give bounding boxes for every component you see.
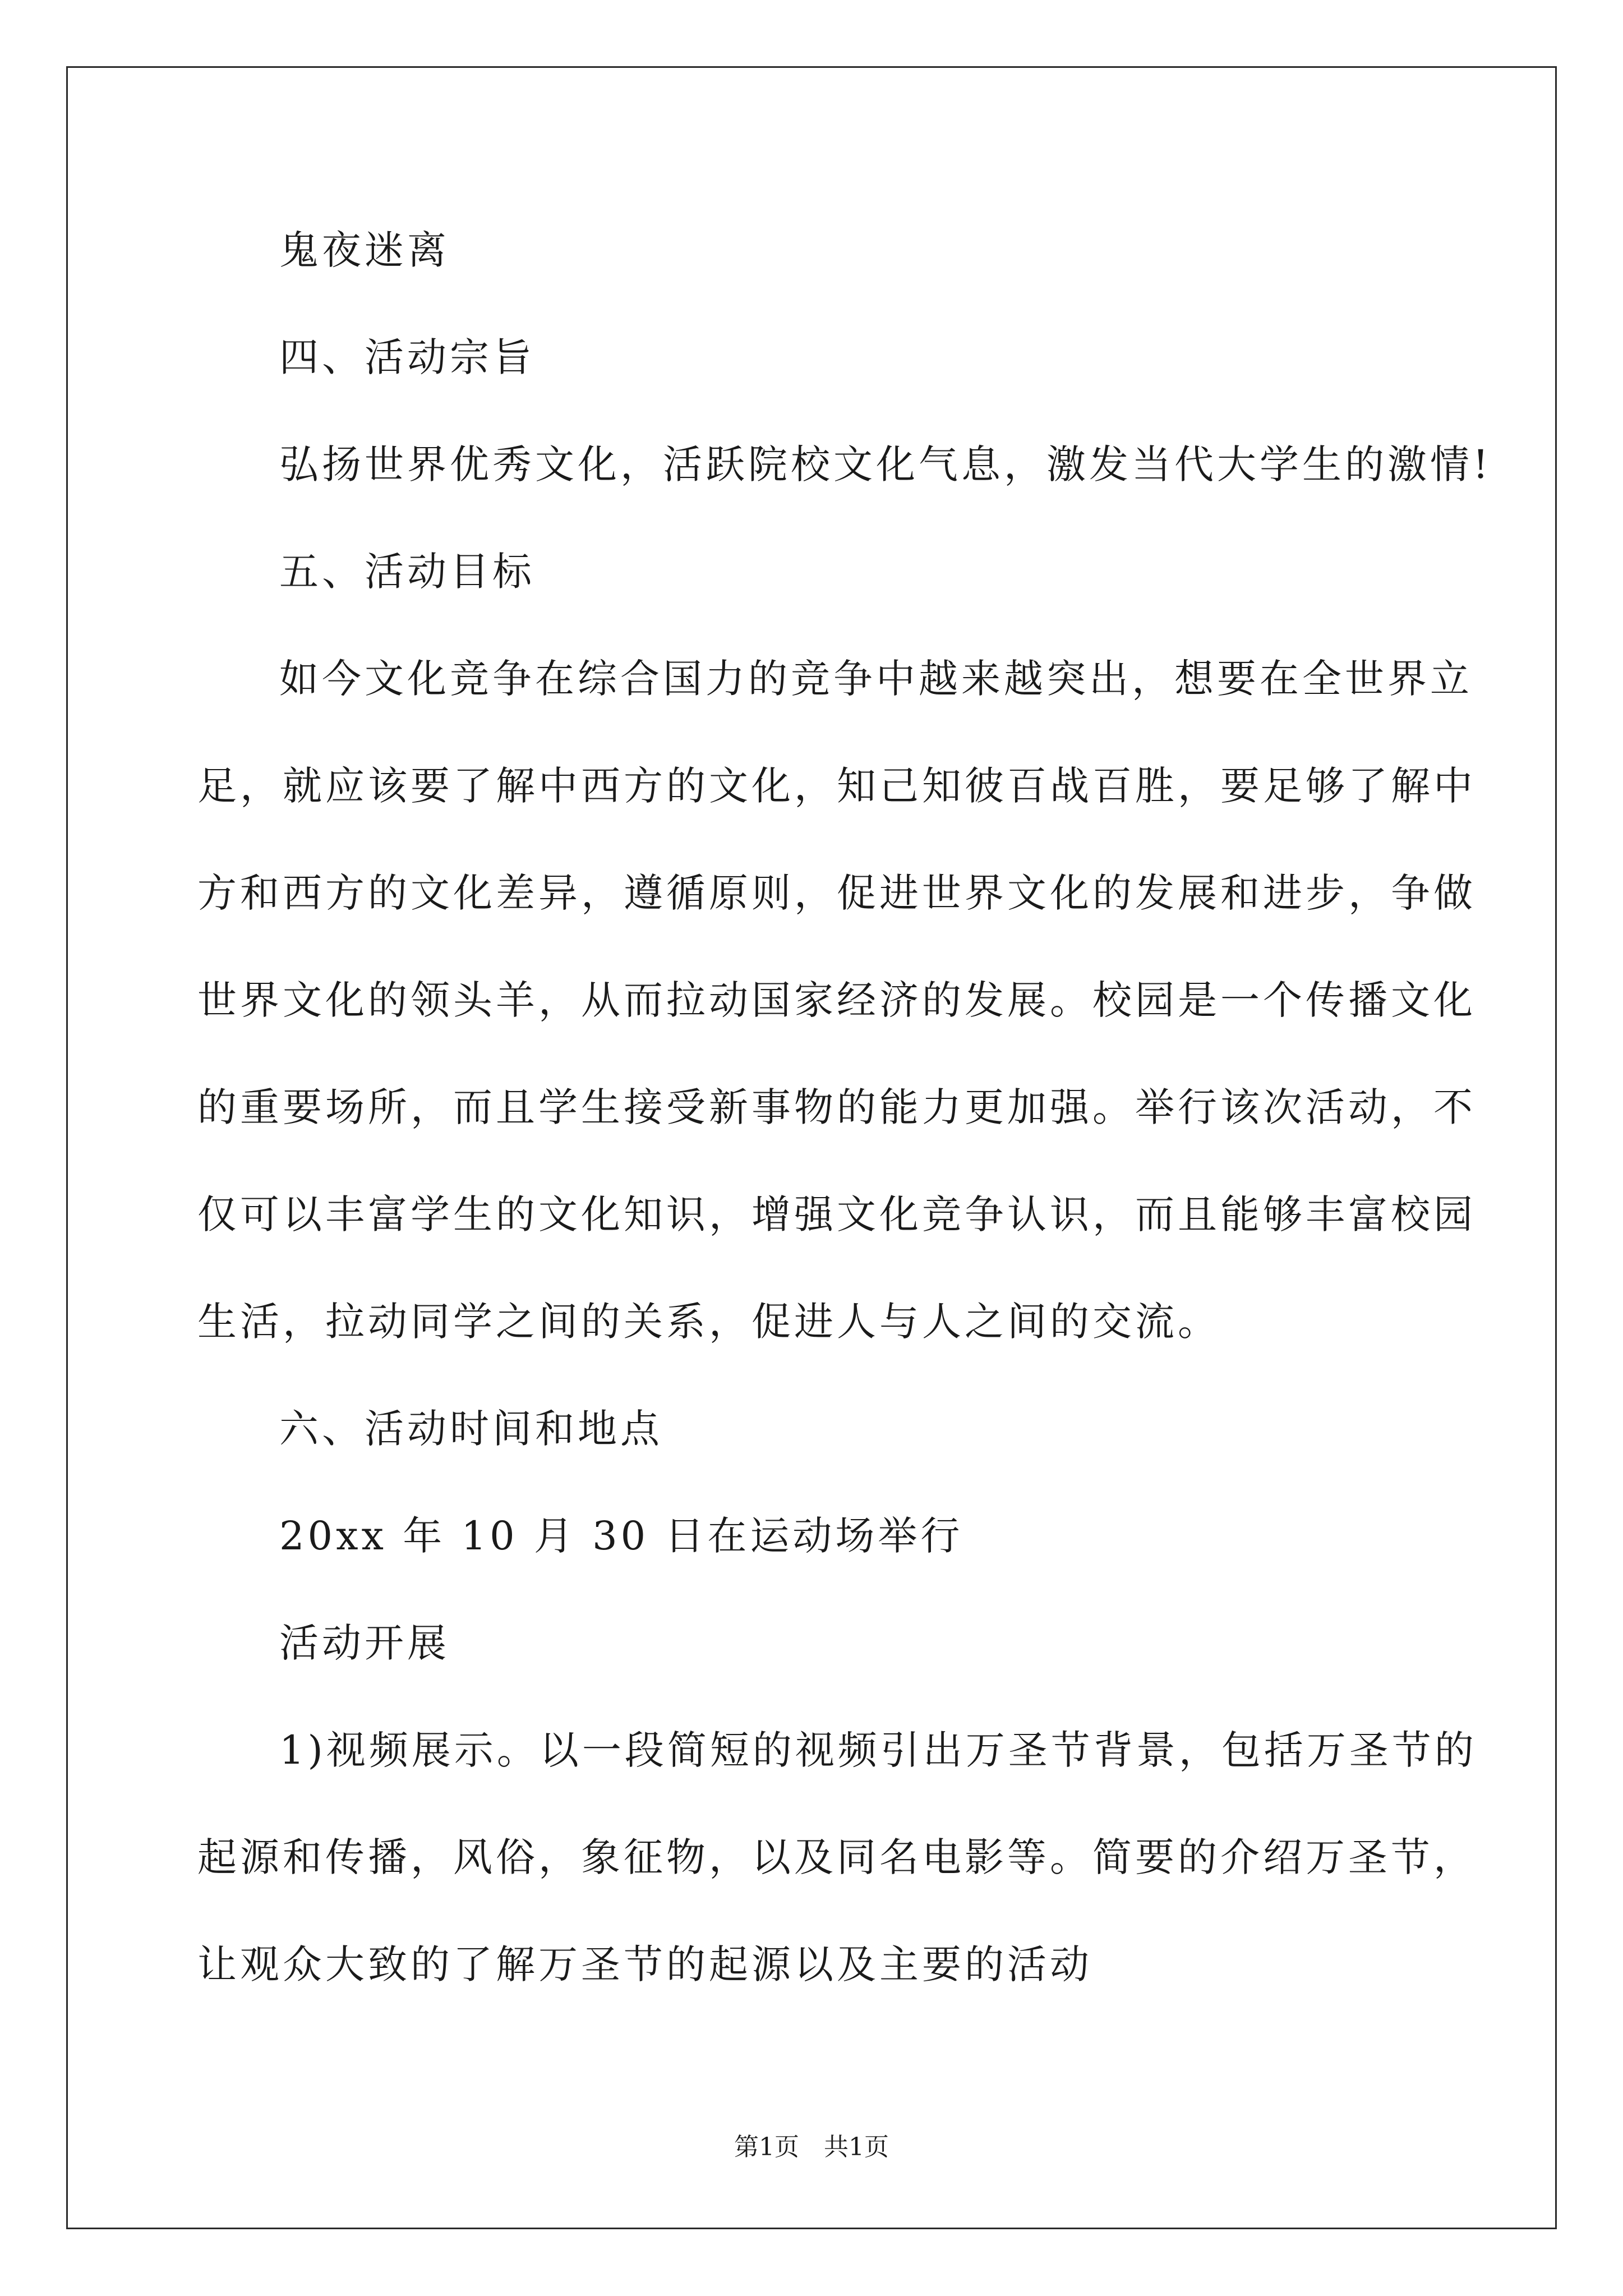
paragraph-line: 如今文化竞争在综合国力的竞争中越来越突出，想要在全世界立 xyxy=(279,656,1473,702)
paragraph-line: 足，就应该要了解中西方的文化，知己知彼百战百胜，要足够了解中 xyxy=(197,763,1476,809)
paragraph-line: 世界文化的领头羊，从而拉动国家经济的发展。校园是一个传播文化 xyxy=(197,977,1476,1023)
paragraph-line: 20xx 年 10 月 30 日在运动场举行 xyxy=(279,1513,963,1559)
paragraph-line: 1)视频展示。以一段简短的视频引出万圣节背景，包括万圣节的 xyxy=(279,1727,1477,1773)
section-heading: 五、活动目标 xyxy=(279,549,535,595)
section-heading: 四、活动宗旨 xyxy=(279,334,535,380)
page-footer xyxy=(0,2135,1623,2160)
paragraph-line: 方和西方的文化差异，遵循原则，促进世界文化的发展和进步，争做 xyxy=(197,870,1476,916)
paragraph-line: 仅可以丰富学生的文化知识，增强文化竞争认识，而且能够丰富校园 xyxy=(197,1191,1476,1237)
paragraph-line: 生活，拉动同学之间的关系，促进人与人之间的交流。 xyxy=(197,1299,1220,1345)
paragraph-line: 让观众大致的了解万圣节的起源以及主要的活动 xyxy=(197,1941,1092,1987)
section-heading: 六、活动时间和地点 xyxy=(279,1406,663,1452)
paragraph-line: 弘扬世界优秀文化，活跃院校文化气息，激发当代大学生的激情! xyxy=(279,441,1492,487)
paragraph-line: 的重要场所，而且学生接受新事物的能力更加强。举行该次活动，不 xyxy=(197,1084,1476,1130)
section-heading: 活动开展 xyxy=(279,1620,450,1666)
page-total: 共1页 xyxy=(824,2133,889,2161)
page-number: 第1页 xyxy=(734,2133,799,2161)
paragraph-line: 起源和传播，风俗，象征物，以及同名电影等。简要的介绍万圣节， xyxy=(197,1834,1476,1880)
paragraph-line: 鬼夜迷离 xyxy=(279,227,450,273)
page-border xyxy=(66,66,1557,2229)
